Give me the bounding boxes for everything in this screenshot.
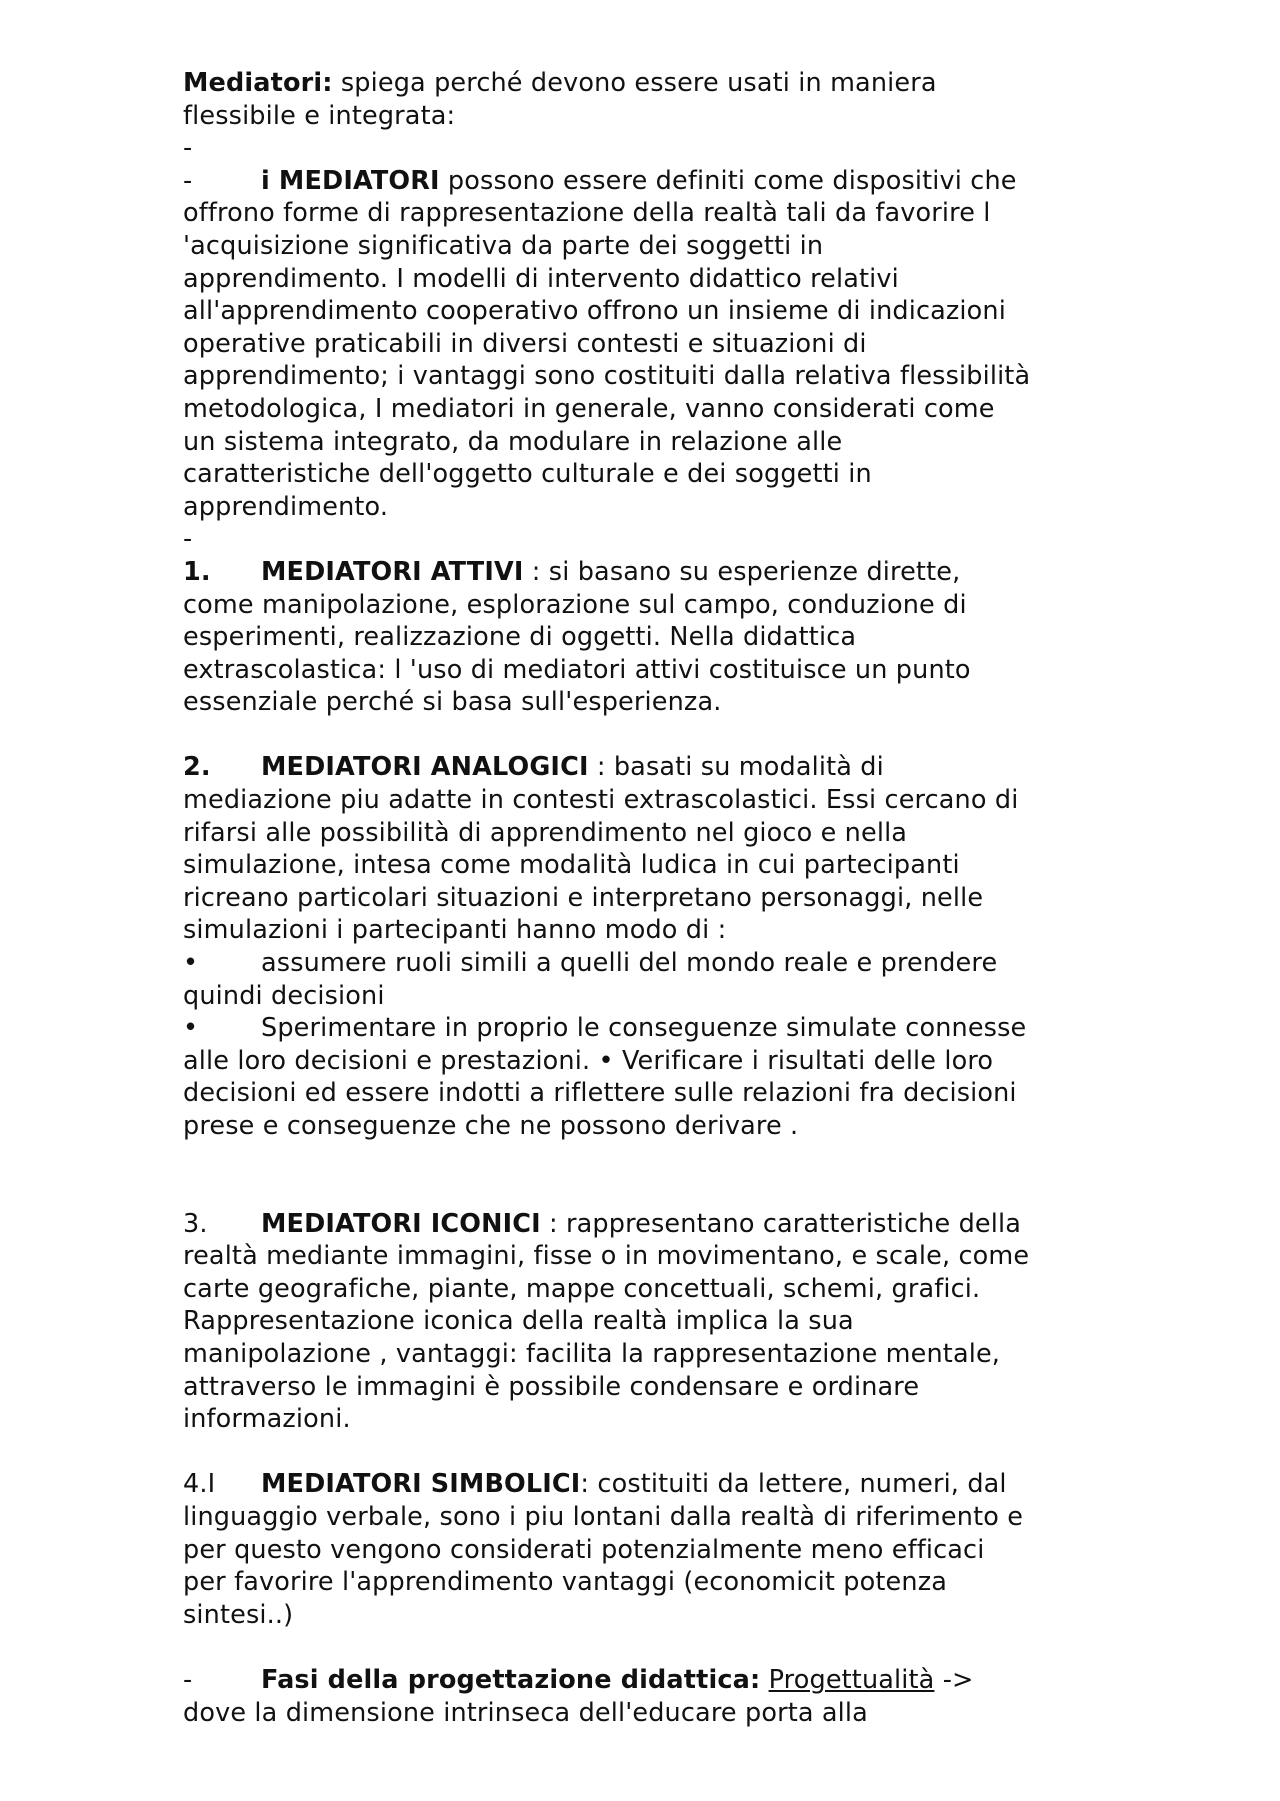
bullet-item-1: • assumere ruoli simili a quelli del mondo reale e prendere bbox=[183, 948, 998, 979]
definition-line: apprendimento; i vantaggi sono costituiti dalla relativa flessibilità bbox=[183, 361, 1031, 392]
definition-line: metodologica, I mediatori in generale, vanno considerati come bbox=[183, 393, 995, 424]
dash-line: - bbox=[183, 524, 193, 555]
blank-lines bbox=[183, 1143, 1123, 1208]
definition-line: un sistema integrato, da modulare in relazione alle bbox=[183, 426, 843, 457]
analogici-line: rifarsi alle possibilità di apprendimento nel gioco e nella bbox=[183, 817, 908, 848]
attivi-number: 1. bbox=[183, 556, 211, 587]
iconici-line-1: 3. MEDIATORI ICONICI : rappresentano caratteristiche della bbox=[183, 1208, 1022, 1239]
iconici-line: realtà mediante immagini, fisse o in movimentano, e scale, come bbox=[183, 1241, 1030, 1272]
blank-line bbox=[183, 719, 1123, 752]
iconici-line: carte geografiche, piante, mappe concettuali, schemi, grafici. bbox=[183, 1273, 981, 1304]
analogici-line: simulazioni i partecipanti hanno modo di : bbox=[183, 915, 727, 946]
analogici-line: simulazione, intesa come modalità ludica in cui partecipanti bbox=[183, 850, 960, 881]
iconici-number: 3. bbox=[183, 1208, 208, 1239]
bullet-icon: • bbox=[183, 1013, 199, 1044]
definition-line-1: - i MEDIATORI possono essere definiti come dispositivi che bbox=[183, 165, 1017, 196]
bullet-item-1-cont: quindi decisioni bbox=[183, 980, 385, 1011]
intro-line-2: flessibile e integrata: bbox=[183, 100, 456, 131]
attivi-line-1: 1. MEDIATORI ATTIVI : si basano su esperienze dirette, bbox=[183, 556, 961, 587]
definition-line: offrono forme di rappresentazione della realtà tali da favorire l bbox=[183, 198, 991, 229]
simbolici-line-1: 4.I MEDIATORI SIMBOLICI: costituiti da lettere, numeri, dal bbox=[183, 1469, 1007, 1500]
blank-line bbox=[183, 1436, 1123, 1469]
analogici-line: mediazione piu adatte in contesti extrascolastici. Essi cercano di bbox=[183, 785, 1019, 816]
fasi-line-1: - Fasi della progettazione didattica: Progettualità -> bbox=[183, 1664, 974, 1695]
definition-heading: i MEDIATORI bbox=[261, 165, 440, 196]
attivi-line: extrascolastica: l 'uso di mediatori attivi costituisce un punto bbox=[183, 654, 971, 685]
iconici-line: informazioni. bbox=[183, 1404, 351, 1435]
document-page bbox=[183, 67, 1123, 1729]
definition-line: caratteristiche dell'oggetto culturale e dei soggetti in bbox=[183, 459, 872, 490]
bullet-item-2-cont: alle loro decisioni e prestazioni. • Verificare i risultati delle loro bbox=[183, 1045, 994, 1076]
iconici-line: manipolazione , vantaggi: facilita la rappresentazione mentale, bbox=[183, 1338, 1001, 1369]
bullet-item-2-cont: prese e conseguenze che ne possono derivare . bbox=[183, 1111, 799, 1141]
analogici-heading: MEDIATORI ANALOGICI bbox=[261, 752, 589, 783]
simbolici-line: per favorire l'apprendimento vantaggi (economicit potenza bbox=[183, 1567, 947, 1598]
attivi-heading: MEDIATORI ATTIVI bbox=[261, 556, 524, 587]
fasi-heading: Fasi della progettazione didattica: bbox=[261, 1664, 761, 1695]
analogici-number: 2. bbox=[183, 752, 211, 783]
attivi-line: come manipolazione, esplorazione sul campo, conduzione di bbox=[183, 589, 967, 620]
definition-line: 'acquisizione significativa da parte dei soggetti in bbox=[183, 230, 824, 261]
analogici-line-1: 2. MEDIATORI ANALOGICI : basati su modalità di bbox=[183, 752, 884, 783]
attivi-line: esperimenti, realizzazione di oggetti. Nella didattica bbox=[183, 622, 857, 653]
definition-line: operative praticabili in diversi contesti e situazioni di bbox=[183, 328, 867, 359]
bullet-item-2-cont: decisioni ed essere indotti a riflettere sulle relazioni fra decisioni bbox=[183, 1078, 1017, 1109]
simbolici-line: sintesi..) bbox=[183, 1599, 294, 1630]
simbolici-line: per questo vengono considerati potenzialmente meno efficaci bbox=[183, 1534, 985, 1565]
intro-line-1: Mediatori: spiega perché devono essere usati in maniera bbox=[183, 68, 937, 98]
iconici-line: attraverso le immagini è possibile condensare e ordinare bbox=[183, 1371, 920, 1402]
iconici-line: Rappresentazione iconica della realtà implica la sua bbox=[183, 1306, 854, 1337]
definition-line: apprendimento. bbox=[183, 491, 389, 522]
intro-title: Mediatori: bbox=[183, 68, 333, 98]
dash-line: - bbox=[183, 133, 193, 164]
definition-line: all'apprendimento cooperativo offrono un insieme di indicazioni bbox=[183, 296, 1006, 327]
progettualita-link[interactable]: Progettualità bbox=[768, 1664, 935, 1695]
simbolici-heading: MEDIATORI SIMBOLICI bbox=[261, 1469, 581, 1500]
bullet-icon: • bbox=[183, 948, 199, 979]
bullet-item-2: • Sperimentare in proprio le conseguenze simulate connesse bbox=[183, 1013, 1027, 1044]
analogici-line: ricreano particolari situazioni e interpretano personaggi, nelle bbox=[183, 882, 984, 913]
iconici-heading: MEDIATORI ICONICI bbox=[261, 1208, 541, 1239]
simbolici-line: linguaggio verbale, sono i piu lontani dalla realtà di riferimento e bbox=[183, 1501, 1024, 1532]
blank-line bbox=[183, 1631, 1123, 1664]
fasi-line: dove la dimensione intrinseca dell'educare porta alla bbox=[183, 1697, 868, 1728]
definition-line: apprendimento. I modelli di intervento didattico relativi bbox=[183, 263, 899, 294]
simbolici-number: 4.I bbox=[183, 1469, 216, 1500]
attivi-line: essenziale perché si basa sull'esperienza. bbox=[183, 687, 722, 718]
